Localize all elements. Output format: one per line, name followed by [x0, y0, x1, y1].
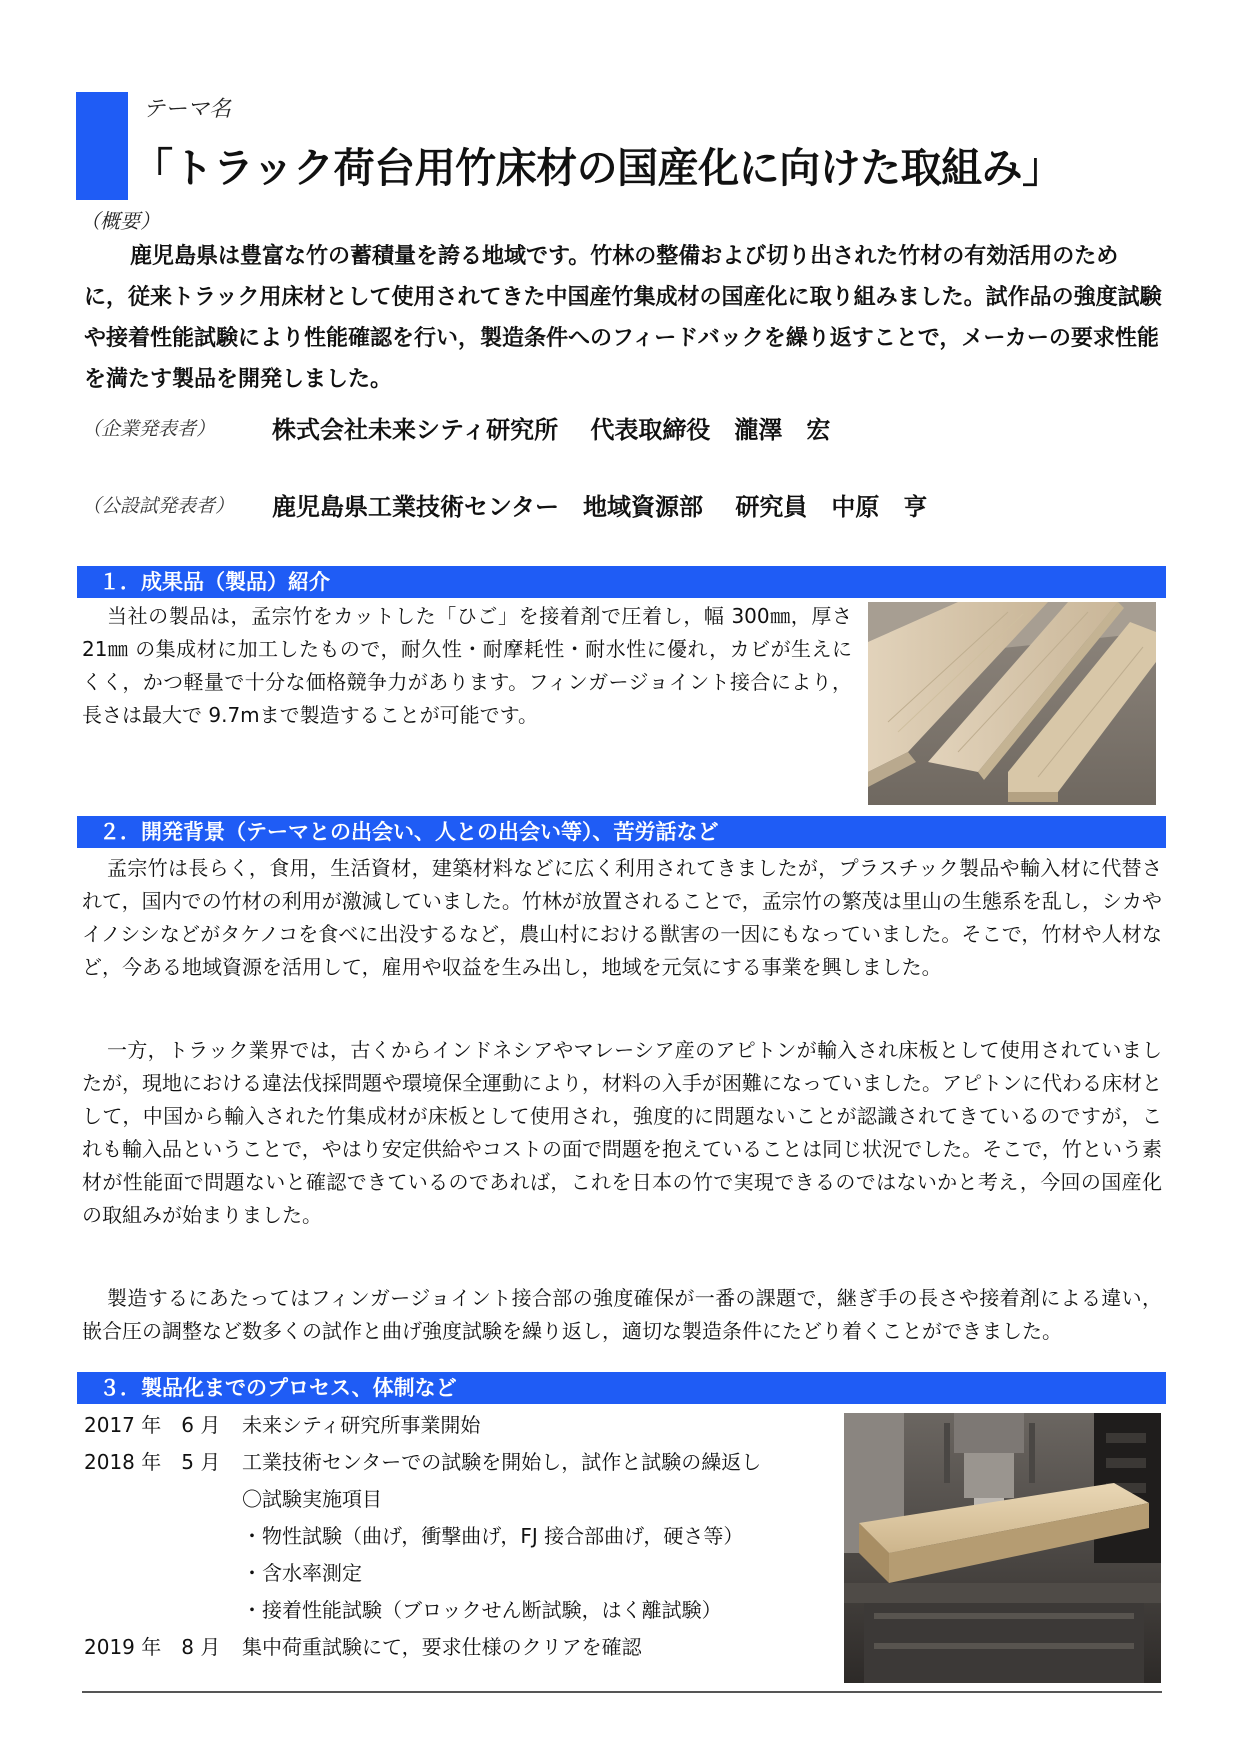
timeline-text: 集中荷重試験にて，要求仕様のクリアを確認 [242, 1635, 642, 1659]
abstract-label: （概要） [80, 209, 160, 233]
section2-paragraph: 一方，トラック業界では，古くからインドネシアやマレーシア産のアピトンが輸入され床板として使用されていましたが，現地における違法伐採問題や環境保全運動により，材料の入手が困難になっていました。アピトンに代わる床材として，中国から輸入された竹集成材が床板として使用され，強度的に問題ないことが認識されてきているのですが，これも輸入品ということで，やはり安定供給やコストの面で問題を抱えていることは同じ状況でした。そこで，竹という素材が性能面で問題ないと確認できているのであれば，これを日本の竹で実現できるのではないかと考え，今回の国産化の取組みが始まりました。 [82, 1038, 1162, 1227]
abstract-body: 鹿児島県は豊富な竹の蓄積量を誇る地域です。竹林の整備および切り出された竹材の有効活用のために，従来トラック用床材として使用されてきた中国産竹集成材の国産化に取り組みました。試作品の強度試験や接着性能試験により性能確認を行い，製造条件へのフィードバックを繰り返すことで，メーカーの要求性能を満たす製品を開発しました。 [84, 244, 1162, 392]
timeline-text: 工業技術センターでの試験を開始し，試作と試験の繰返し [242, 1450, 762, 1474]
test-item: ・物性試験（曲げ，衝撃曲げ，FJ 接合部曲げ，硬さ等） [242, 1524, 744, 1548]
section3-heading: ３．製品化までのプロセス、体制など [77, 1372, 1166, 1404]
theme-title: 「トラック荷台用竹床材の国産化に向けた取組み」 [132, 144, 1063, 192]
section2-paragraph: 孟宗竹は長らく，食用，生活資材，建築材料などに広く利用されてきましたが，プラスチック製品や輸入材に代替されて，国内での竹材の利用が激減していました。竹林が放置されることで，孟宗竹の繁茂は里山の生態系を乱し，シカやイノシシなどがタケノコを食べに出没するなど，農山村における獣害の一因にもなっていました。そこで，竹材や人材など，今ある地域資源を活用して，雇用や収益を生み出し，地域を元気にする事業を興しました。 [82, 856, 1162, 979]
timeline-date: 2017 年 6 月 [84, 1413, 221, 1437]
public-presenter-label: （公設試発表者） [82, 495, 235, 517]
timeline-entry [84, 1447, 761, 1477]
test-items-label: 〇試験実施項目 [242, 1487, 382, 1511]
theme-label: テーマ名 [143, 97, 232, 122]
testing-machine-illustration [844, 1413, 1161, 1683]
test-item: ・含水率測定 [242, 1561, 362, 1585]
company-presenter-row [82, 410, 830, 445]
bamboo-flooring-photo [868, 602, 1156, 805]
timeline-entry [84, 1410, 480, 1440]
timeline-entry [84, 1632, 642, 1662]
test-item: ・接着性能試験（ブロックせん断試験，はく離試験） [242, 1598, 722, 1622]
testing-machine-photo [844, 1413, 1161, 1683]
timeline-date: 2019 年 8 月 [84, 1635, 221, 1659]
section2-heading: ２．開発背景（テーマとの出会い、人との出会い等）、苦労話など [77, 816, 1166, 848]
public-presenter-name: 鹿児島県工業技術センター 地域資源部 研究員 中原 亨 [272, 493, 928, 521]
bottom-rule [82, 1691, 1162, 1693]
section2-paragraph: 製造するにあたってはフィンガージョイント接合部の強度確保が一番の課題で，継ぎ手の長さや接着剤による違い，嵌合圧の調整など数多くの試作と曲げ強度試験を繰り返し，適切な製造条件にたどり着くことができました。 [82, 1286, 1162, 1343]
theme-accent-bar [76, 92, 128, 200]
company-presenter-label: （企業発表者） [82, 418, 216, 440]
timeline-date: 2018 年 5 月 [84, 1450, 221, 1474]
section1-body: 当社の製品は，孟宗竹をカットした「ひご」を接着剤で圧着し，幅 300㎜，厚さ 21㎜ の集成材に加工したもので，耐久性・耐摩耗性・耐水性に優れ，カビが生えにくく，かつ軽量で十分な価格競争力があります。フィンガージョイント接合により，長さは最大で 9.7mまで製造することが可能です。 [82, 604, 852, 727]
section1-heading: １．成果品（製品）紹介 [77, 566, 1166, 598]
timeline-text: 未来シティ研究所事業開始 [242, 1413, 481, 1437]
company-presenter-name: 株式会社未来シティ研究所 代表取締役 瀧澤 宏 [272, 416, 831, 444]
public-presenter-row [82, 487, 927, 522]
bamboo-flooring-illustration [868, 602, 1156, 805]
